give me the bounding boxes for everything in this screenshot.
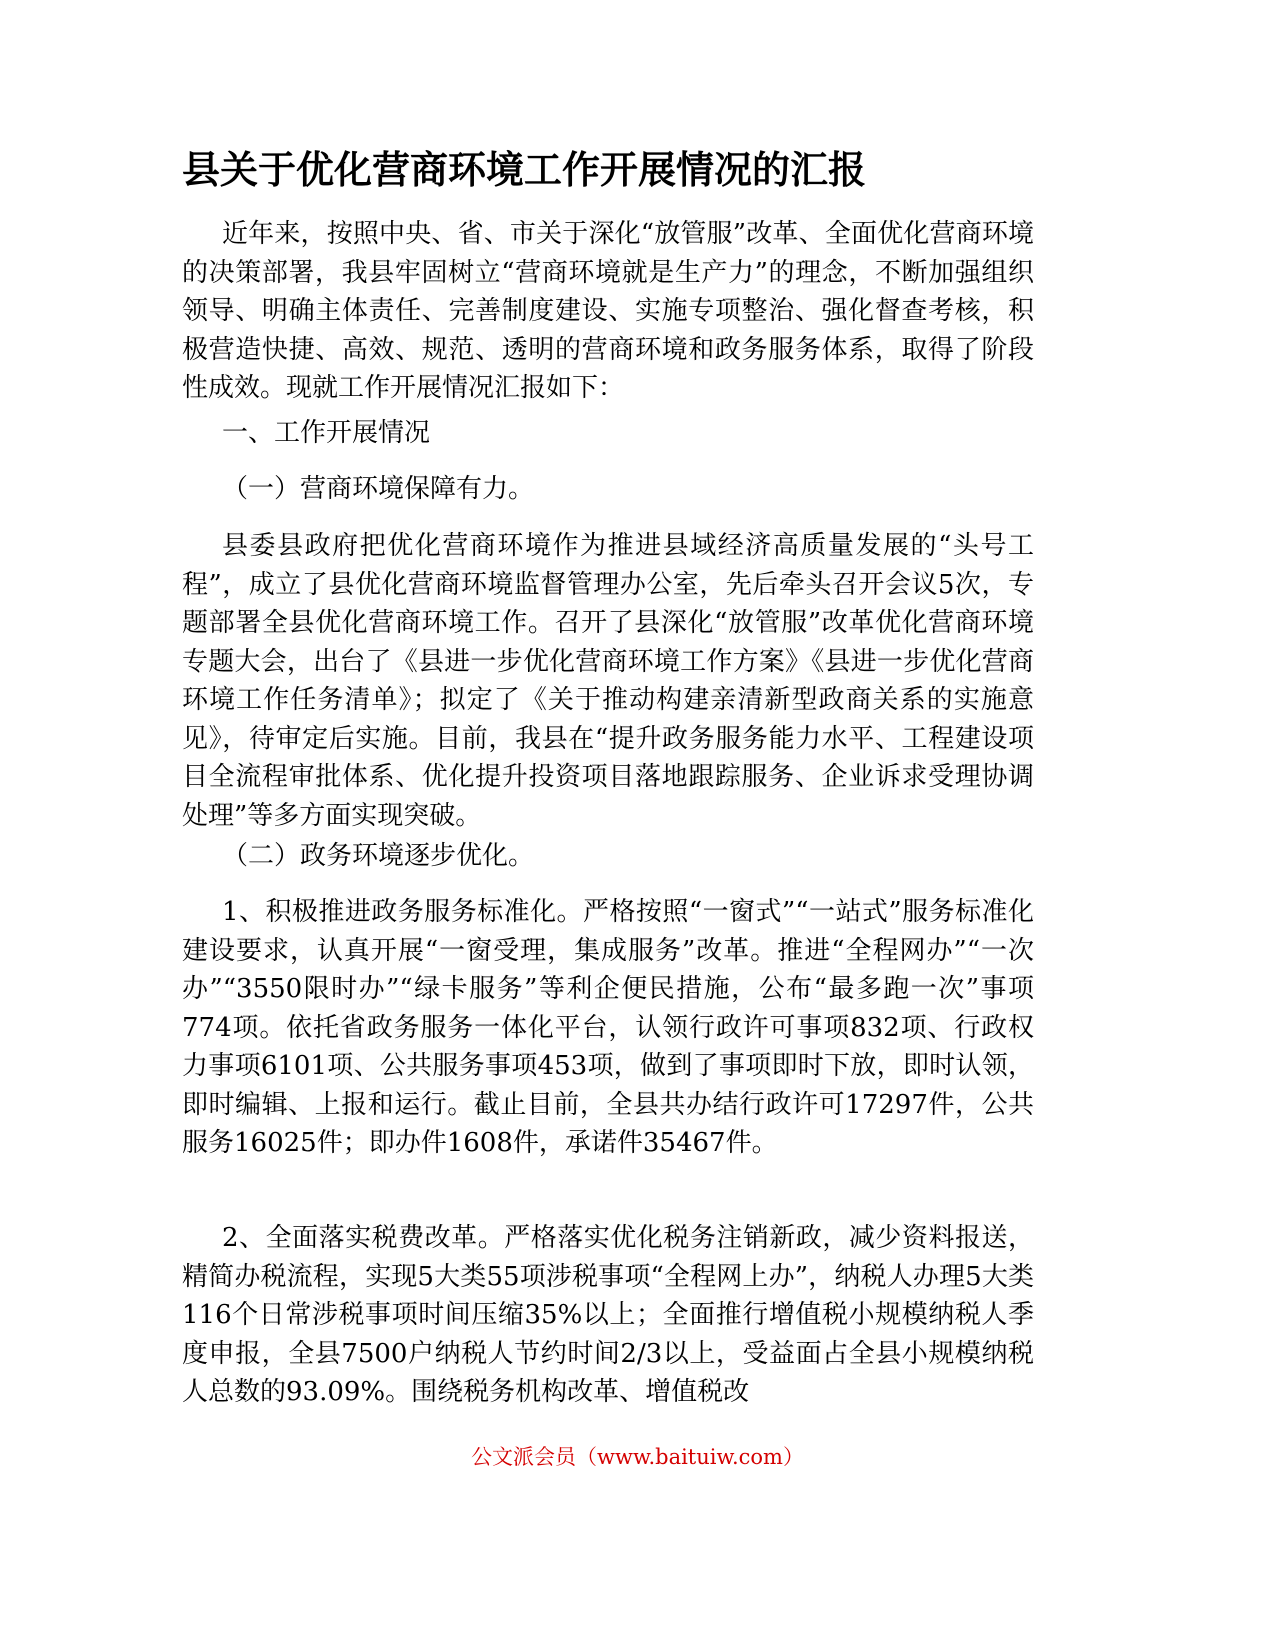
subsection-1-paragraph: 县委县政府把优化营商环境作为推进县域经济高质量发展的“头号工程”，成立了县优化营商环境监督管理办公室，先后牵头召开会议5次，专题部署全县优化营商环境工作。召开了县深化“放管服”改革优化营商环境专题大会，出台了《县进一步优化营商环境工作方案》《县进一步优化营商环境工作任务清单》；拟定了《关于推动构建亲清新型政商关系的实施意见》，待审定后实施。目前，我县在“提升政务服务能力水平、工程建设项目全流程审批体系、优化提升投资项目落地跟踪服务、企业诉求受理协调处理”等多方面实现突破。 <box>182 531 1034 831</box>
item-1-paragraph: 1、积极推进政务服务标准化。严格按照“一窗式”“一站式”服务标准化建设要求，认真开展“一窗受理，集成服务”改革。推进“全程网办”“一次办”“3550限时办”“绿卡服务”等利企便民措施，公布“最多跑一次”事项774项。依托省政务服务一体化平台，认领行政许可事项832项、行政权力事项6101项、公共服务事项453项，做到了事项即时下放，即时认领，即时编辑、上报和运行。截止目前，全县共办结行政许可17297件，公共服务16025件；即办件1608件，承诺件35467件。 <box>182 897 1034 1158</box>
section-heading: 一、工作开展情况 <box>222 418 431 448</box>
document-title: 县关于优化营商环境工作开展情况的汇报 <box>182 148 867 192</box>
footer-watermark: 公文派会员（www.baituiw.com） <box>471 1445 804 1469</box>
subsection-heading-2: （二）政务环境逐步优化。 <box>222 841 535 871</box>
intro-paragraph: 近年来，按照中央、省、市关于深化“放管服”改革、全面优化营商环境的决策部署，我县牢固树立“营商环境就是生产力”的理念，不断加强组织领导、明确主体责任、完善制度建设、实施专项整治、强化督查考核，积极营造快捷、高效、规范、透明的营商环境和政务服务体系，取得了阶段性成效。现就工作开展情况汇报如下： <box>182 219 1034 403</box>
subsection-heading-1: （一）营商环境保障有力。 <box>222 474 535 504</box>
item-2-paragraph: 2、全面落实税费改革。严格落实优化税务注销新政，减少资料报送，精简办税流程，实现5大类55项涉税事项“全程网上办”，纳税人办理5大类116个日常涉税事项时间压缩35%以上；全面推行增值税小规模纳税人季度申报，全县7500户纳税人节约时间2/3以上，受益面占全县小规模纳税人总数的93.09%。围绕税务机构改革、增值税改 <box>182 1223 1034 1407</box>
